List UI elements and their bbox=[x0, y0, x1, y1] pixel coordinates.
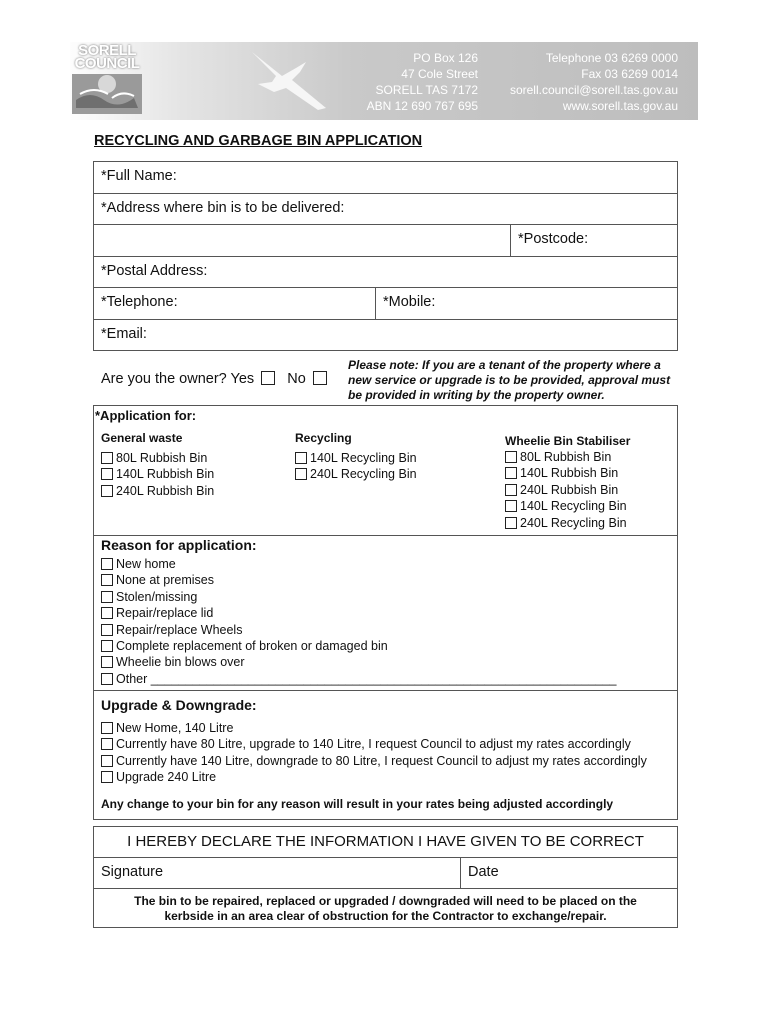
option-general-240l[interactable]: 240L Rubbish Bin bbox=[101, 483, 214, 499]
page-title: RECYCLING AND GARBAGE BIN APPLICATION bbox=[94, 133, 423, 149]
tenant-note: Please note: If you are a tenant of the property where a new service or upgrade is to be provided, approval must be provided in writing by the property owner. bbox=[348, 358, 671, 402]
upgrade-new-home[interactable]: New Home, 140 Litre bbox=[101, 720, 647, 736]
address-label: *Address where bin is to be delivered: bbox=[101, 200, 345, 216]
checkbox[interactable] bbox=[505, 467, 517, 479]
reason-other[interactable]: Other ___________________________________________________________________ bbox=[101, 671, 617, 687]
recycling-options bbox=[295, 450, 417, 483]
downgrade-140-to-80[interactable]: Currently have 140 Litre, downgrade to 80 Litre, I request Council to adjust my rates accordingly bbox=[101, 753, 647, 769]
declaration-statement: I HEREBY DECLARE THE INFORMATION I HAVE GIVEN TO BE CORRECT bbox=[127, 833, 644, 850]
reason-new-home[interactable]: New home bbox=[101, 556, 617, 572]
owner-question: Are you the owner? bbox=[101, 371, 227, 387]
option-recycling-240l[interactable]: 240L Recycling Bin bbox=[295, 466, 417, 482]
checkbox[interactable] bbox=[295, 452, 307, 464]
reason-repair-lid[interactable]: Repair/replace lid bbox=[101, 605, 617, 621]
stabiliser-heading: Wheelie Bin Stabiliser bbox=[505, 434, 631, 448]
option-stabiliser-140l-recycling[interactable]: 140L Recycling Bin bbox=[505, 498, 627, 514]
general-waste-options bbox=[101, 450, 214, 499]
checkbox[interactable] bbox=[101, 755, 113, 767]
mobile-label: *Mobile: bbox=[383, 294, 436, 310]
checkbox[interactable] bbox=[101, 771, 113, 783]
full-name-label: *Full Name: bbox=[101, 168, 177, 184]
upgrade-options bbox=[101, 720, 647, 786]
email-label: *Email: bbox=[101, 326, 147, 342]
option-stabiliser-240l[interactable]: 240L Rubbish Bin bbox=[505, 482, 627, 498]
checkbox[interactable] bbox=[101, 558, 113, 570]
upgrade-80-to-140[interactable]: Currently have 80 Litre, upgrade to 140 Litre, I request Council to adjust my rates accordingly bbox=[101, 736, 647, 752]
date-field[interactable] bbox=[460, 857, 678, 889]
postcode-field[interactable] bbox=[510, 224, 678, 257]
reason-repair-wheels[interactable]: Repair/replace Wheels bbox=[101, 622, 617, 638]
checkbox[interactable] bbox=[101, 624, 113, 636]
option-general-80l[interactable]: 80L Rubbish Bin bbox=[101, 450, 214, 466]
postal-address-label: *Postal Address: bbox=[101, 263, 208, 279]
upgrade-240[interactable]: Upgrade 240 Litre bbox=[101, 769, 647, 785]
stabiliser-options bbox=[505, 449, 627, 531]
checkbox[interactable] bbox=[101, 640, 113, 652]
reason-none-at-premises[interactable]: None at premises bbox=[101, 572, 617, 588]
owner-yes-label: Yes bbox=[230, 371, 255, 387]
owner-question-row bbox=[101, 371, 330, 387]
option-stabiliser-80l[interactable]: 80L Rubbish Bin bbox=[505, 449, 627, 465]
checkbox[interactable] bbox=[101, 673, 113, 685]
checkbox[interactable] bbox=[101, 607, 113, 619]
checkbox[interactable] bbox=[101, 574, 113, 586]
option-stabiliser-240l-recycling[interactable]: 240L Recycling Bin bbox=[505, 515, 627, 531]
checkbox[interactable] bbox=[101, 468, 113, 480]
declaration-row bbox=[93, 826, 678, 858]
checkbox[interactable] bbox=[505, 484, 517, 496]
telephone-label: *Telephone: bbox=[101, 294, 178, 310]
option-recycling-140l[interactable]: 140L Recycling Bin bbox=[295, 450, 417, 466]
reason-options bbox=[101, 556, 617, 687]
general-waste-heading: General waste bbox=[101, 431, 183, 445]
reason-complete-replacement[interactable]: Complete replacement of broken or damaged bin bbox=[101, 638, 617, 654]
checkbox[interactable] bbox=[101, 656, 113, 668]
signature-label: Signature bbox=[101, 864, 164, 880]
postal-address-field[interactable] bbox=[93, 256, 678, 288]
council-logo bbox=[72, 44, 142, 116]
checkbox[interactable] bbox=[505, 500, 517, 512]
mobile-field[interactable] bbox=[375, 287, 678, 320]
application-heading: *Application for: bbox=[95, 408, 197, 423]
option-general-140l[interactable]: 140L Rubbish Bin bbox=[101, 466, 214, 482]
letterhead-banner bbox=[70, 42, 698, 120]
checkbox[interactable] bbox=[101, 738, 113, 750]
postcode-label: *Postcode: bbox=[518, 231, 589, 247]
footer-note-line2: kerbside in an area clear of obstruction for the Contractor to exchange/repair. bbox=[164, 909, 607, 923]
postal-address-block: PO Box 126 47 Cole Street SORELL TAS 7172 ABN 12 690 767 695 bbox=[366, 51, 478, 113]
checkbox[interactable] bbox=[101, 591, 113, 603]
checkbox[interactable] bbox=[505, 517, 517, 529]
rates-warning: Any change to your bin for any reason will result in your rates being adjusted accordingly bbox=[101, 797, 614, 811]
bird-icon bbox=[248, 48, 330, 112]
checkbox[interactable] bbox=[295, 468, 307, 480]
reason-heading: Reason for application: bbox=[101, 537, 257, 553]
checkbox[interactable] bbox=[101, 485, 113, 497]
reason-blows-over[interactable]: Wheelie bin blows over bbox=[101, 654, 617, 670]
option-stabiliser-140l[interactable]: 140L Rubbish Bin bbox=[505, 465, 627, 481]
recycling-heading: Recycling bbox=[295, 431, 352, 445]
footer-note-line1: The bin to be repaired, replaced or upgraded / downgraded will need to be placed on the bbox=[134, 894, 637, 908]
owner-no-checkbox[interactable] bbox=[313, 371, 327, 385]
checkbox[interactable] bbox=[505, 451, 517, 463]
email-field[interactable] bbox=[93, 319, 678, 351]
date-label: Date bbox=[468, 864, 499, 880]
owner-yes-checkbox[interactable] bbox=[261, 371, 275, 385]
reason-stolen[interactable]: Stolen/missing bbox=[101, 589, 617, 605]
address-label-row bbox=[93, 193, 678, 225]
checkbox[interactable] bbox=[101, 722, 113, 734]
owner-no-label: No bbox=[287, 371, 306, 387]
checkbox[interactable] bbox=[101, 452, 113, 464]
address-field[interactable] bbox=[93, 224, 511, 257]
upgrade-heading: Upgrade & Downgrade: bbox=[101, 697, 257, 713]
logo-wordmark: SORELL COUNCIL bbox=[74, 42, 140, 72]
signature-field[interactable] bbox=[93, 857, 461, 889]
footer-note-box bbox=[93, 888, 678, 928]
telephone-field[interactable] bbox=[93, 287, 376, 320]
full-name-field[interactable] bbox=[93, 161, 678, 194]
contact-block: Telephone 03 6269 0000 Fax 03 6269 0014 sorell.council@sorell.tas.gov.au www.sorell.tas.gov.au bbox=[509, 51, 678, 113]
